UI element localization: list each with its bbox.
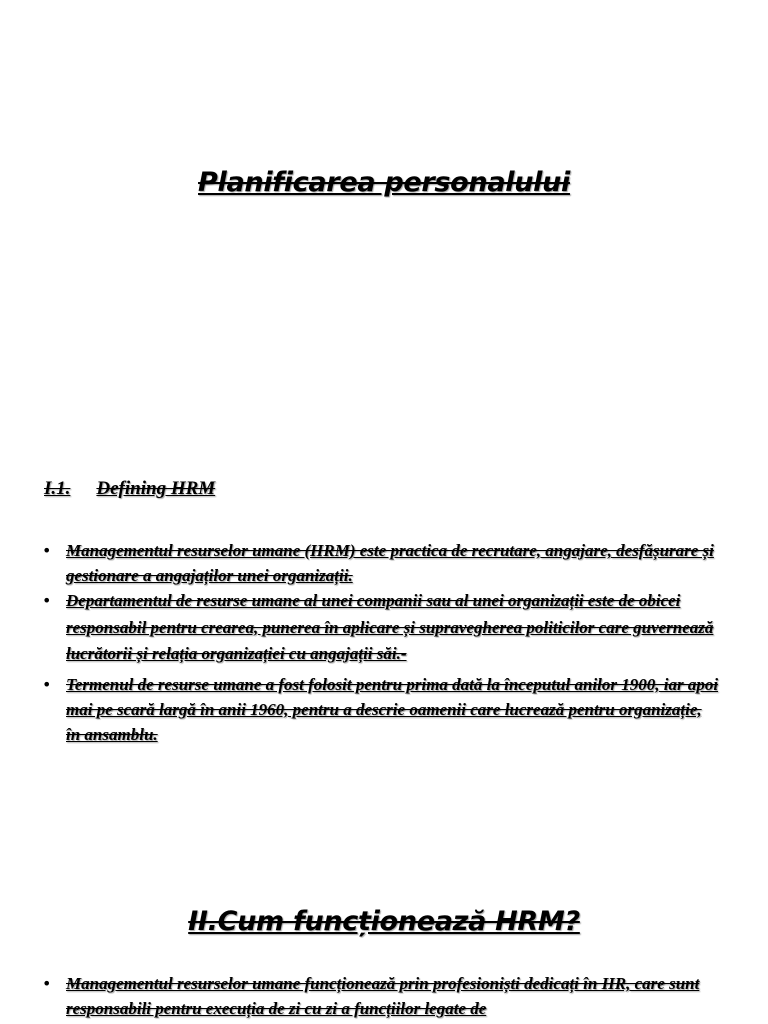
- list-item: [40, 538, 720, 588]
- bullet-icon: •: [42, 674, 52, 694]
- section-number: I.1.: [44, 478, 71, 499]
- list-item-text: Managementul resurselor umane (HRM) este practica de recrutare, angajare, desfășurare și gestionare a angajaților unei organizații.: [66, 541, 714, 585]
- bullet-icon: •: [42, 591, 52, 610]
- section-heading-text: Defining HRM: [96, 478, 216, 499]
- section-heading: [44, 476, 215, 502]
- list-item-text: Departamentul de resurse umane al unei companii sau al unei organizații este de obicei responsabil pentru crearea, punerea în aplicare și supravegherea politicilor care guvernează lucrătorii și relația organizației cu angajații săi.-: [66, 591, 714, 663]
- list-item: [40, 672, 720, 747]
- bullet-icon: •: [42, 541, 52, 560]
- list-item-text: Managementul resurselor umane funcționează prin profesioniști dedicați în HR, care sunt responsabili pentru execuția de zi cu zi a funcțiilor legate de: [66, 974, 700, 1018]
- list-item: [40, 971, 720, 1021]
- bullet-list: [40, 538, 720, 747]
- bullet-icon: •: [42, 974, 52, 993]
- section-title: II.Cum funcționează HRM?: [188, 906, 580, 937]
- document-title: Planificarea personalului: [198, 167, 570, 198]
- list-item: [40, 588, 720, 668]
- list-item-text: Termenul de resurse umane a fost folosit pentru prima dată la începutul anilor 1900, iar apoi mai pe scară largă în anii 1960, pentru a descrie oamenii care lucrează pentru organizație, în ansamblu.: [66, 674, 719, 744]
- bullet-list: [40, 971, 720, 1021]
